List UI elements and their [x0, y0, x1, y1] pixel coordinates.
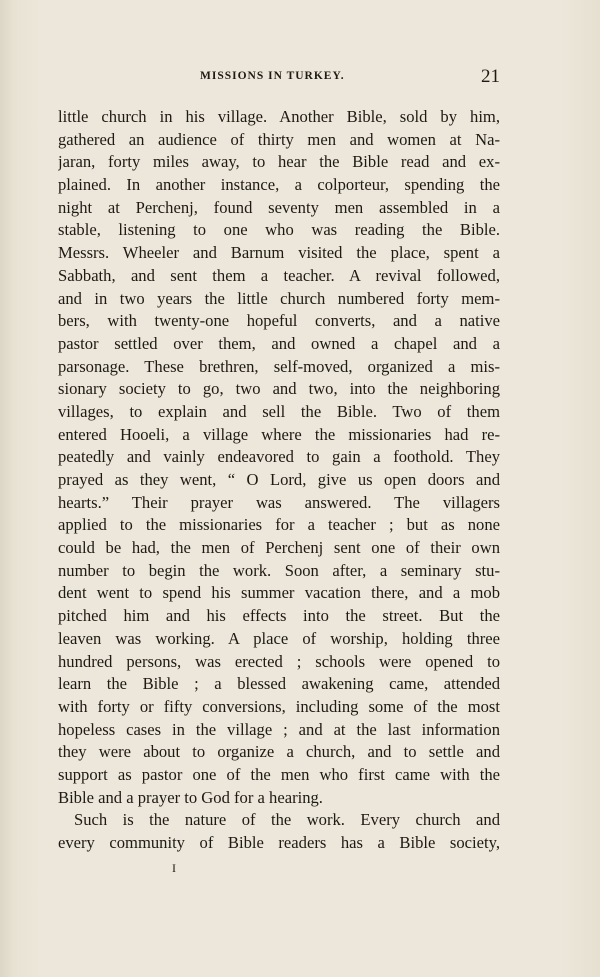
text-line: gathered an audience of thirty men and women at Na- — [58, 129, 500, 149]
text-line: stable, listening to one who was reading the Bible. — [58, 220, 500, 240]
text-line: pastor settled over them, and owned a chapel and a — [58, 333, 500, 353]
text-line: and in two years the little church numbered forty mem- — [58, 288, 500, 308]
text-line: leaven was working. A place of worship, holding three — [58, 628, 500, 648]
text-line: night at Perchenj, found seventy men assembled in a — [58, 197, 500, 217]
text-line: support as pastor one of the men who first came with the — [58, 764, 500, 784]
text-line: learn the Bible ; a blessed awakening came, attended — [58, 674, 500, 694]
text-line: could be had, the men of Perchenj sent one of their own — [58, 538, 500, 558]
text-line: bers, with twenty-one hopeful converts, and a native — [58, 311, 500, 331]
text-line: pitched him and his effects into the street. But the — [58, 606, 500, 626]
text-line: villages, to explain and sell the Bible. Two of them — [58, 401, 500, 421]
signature-mark: I — [172, 861, 176, 875]
text-line: parsonage. These brethren, self-moved, organized a mis- — [58, 356, 500, 376]
text-line: they were about to organize a church, and to settle and — [58, 742, 500, 762]
text-line: prayed as they went, “ O Lord, give us open doors and — [58, 470, 500, 489]
text-line: applied to the missionaries for a teacher ; but as none — [58, 515, 500, 535]
text-line: hearts.” Their prayer was answered. The villagers — [58, 492, 500, 512]
text-line: peatedly and vainly endeavored to gain a foothold. They — [58, 447, 500, 467]
text-line: hundred persons, was erected ; schools were opened to — [58, 651, 500, 671]
paragraph-end-line: Bible and a prayer to God for a hearing. — [58, 787, 323, 807]
text-line: hopeless cases in the village ; and at the last information — [58, 719, 500, 739]
text-line: jaran, forty miles away, to hear the Bible read and ex- — [58, 152, 500, 172]
text-line: sionary society to go, two and two, into the neighboring — [58, 379, 500, 399]
running-head-title: MISSIONS IN TURKEY. — [200, 70, 345, 82]
text-line: Messrs. Wheeler and Barnum visited the place, spent a — [58, 243, 500, 263]
text-line: with forty or fifty conversions, including some of the most — [58, 696, 500, 716]
page-number: 21 — [481, 66, 500, 87]
text-line: number to begin the work. Soon after, a seminary stu- — [58, 560, 500, 580]
text-line: little church in his village. Another Bible, sold by him, — [58, 107, 500, 126]
text-line: dent went to spend his summer vacation there, and a mob — [58, 583, 500, 603]
text-line: every community of Bible readers has a Bible society, — [58, 833, 500, 852]
paragraph-start-line: Such is the nature of the work. Every church and — [74, 810, 500, 830]
running-head — [60, 66, 500, 90]
text-line: Sabbath, and sent them a teacher. A revival followed, — [58, 265, 500, 285]
text-line: plained. In another instance, a colporteur, spending the — [58, 175, 500, 195]
body-text — [58, 106, 500, 855]
text-line: entered Hooeli, a village where the missionaries had re- — [58, 424, 500, 444]
